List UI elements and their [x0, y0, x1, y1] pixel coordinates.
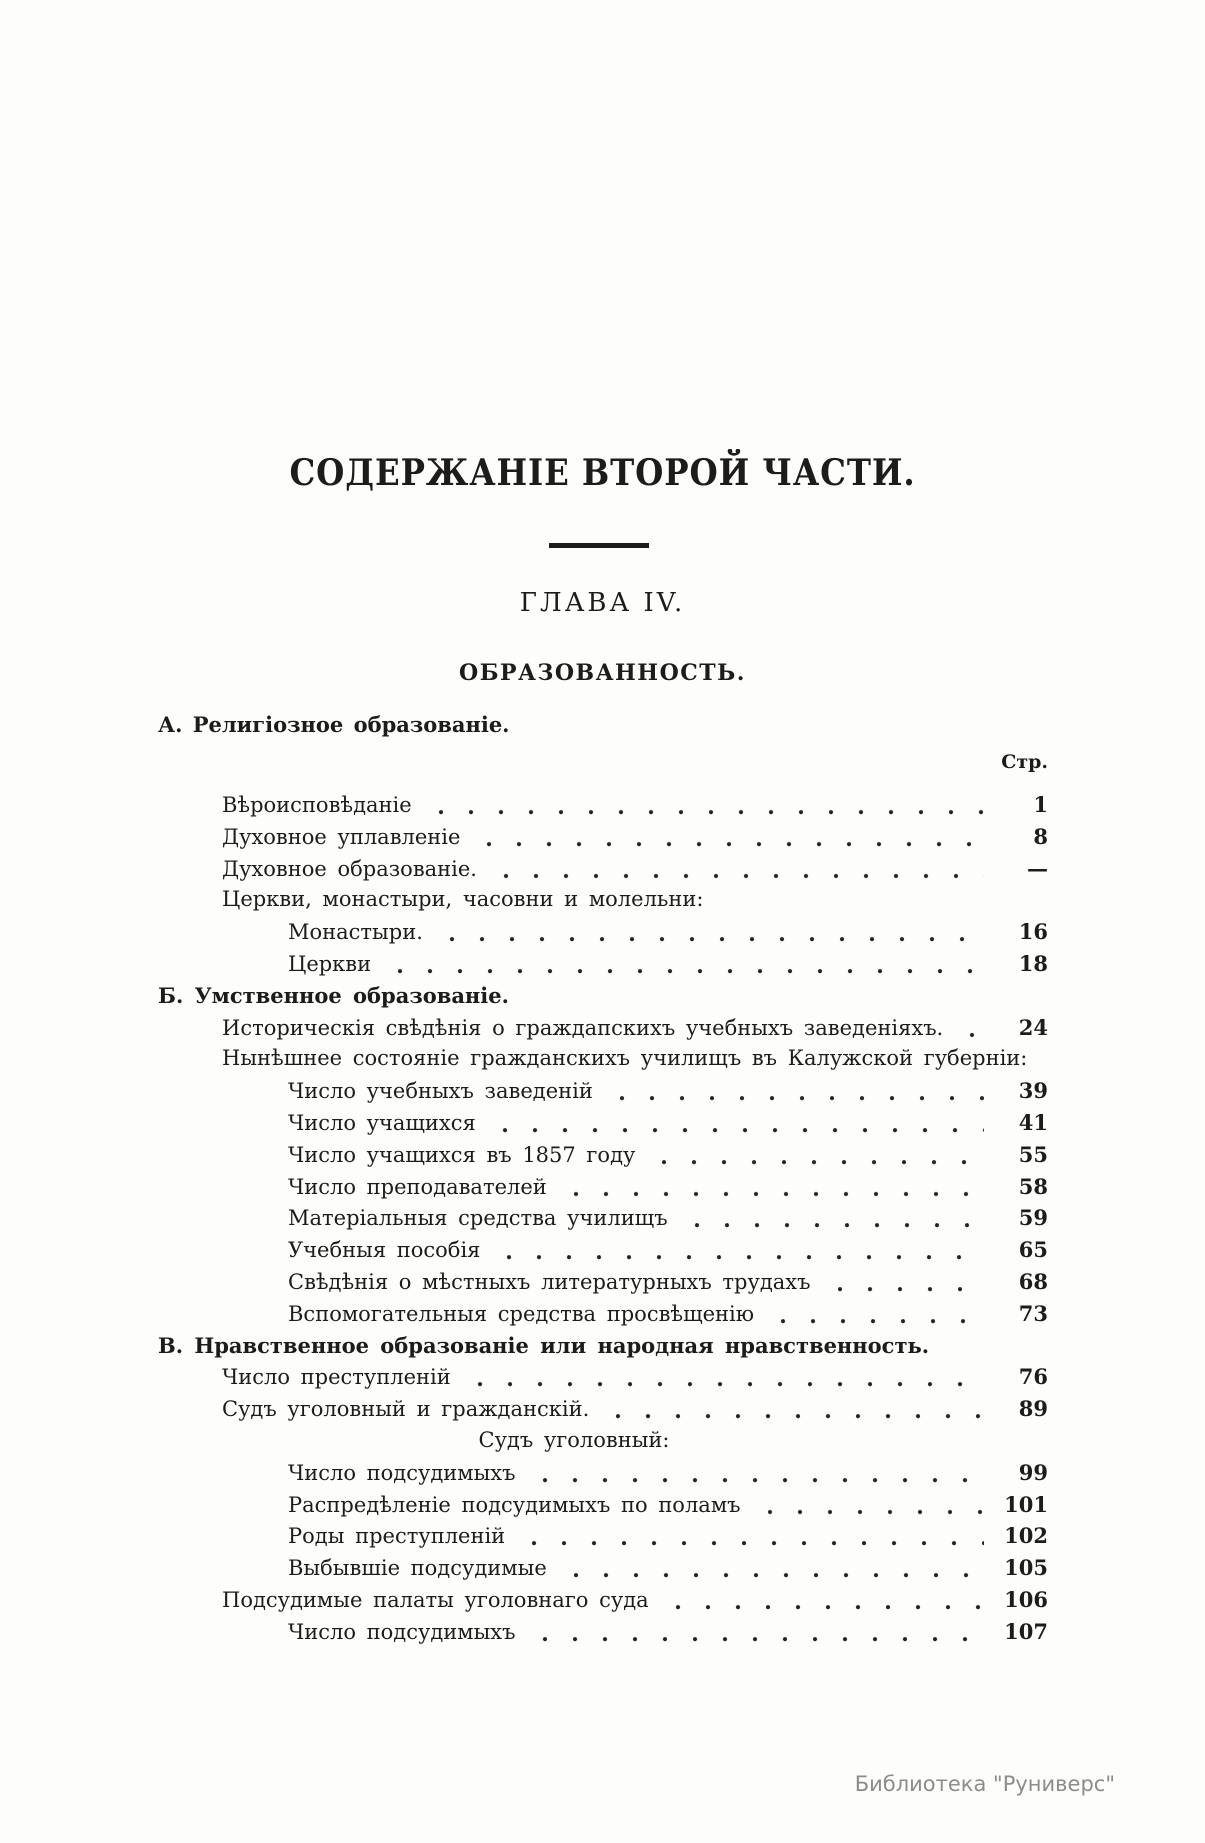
toc-leader-dots	[465, 1361, 984, 1393]
toc-page-number: 99	[1018, 1459, 1048, 1485]
toc-leader-dots	[607, 1075, 984, 1107]
toc-row	[158, 980, 1048, 1012]
toc-row	[158, 1393, 1048, 1425]
toc-row	[158, 1234, 1048, 1266]
toc-page-number: 58	[1018, 1173, 1048, 1199]
toc-row	[158, 1171, 1048, 1203]
toc-row-label: Духовное образованіе.	[222, 856, 477, 881]
toc-leader-dots	[825, 1266, 985, 1298]
toc-row-label: Духовное уплавленіе	[222, 824, 461, 849]
toc-row	[158, 1552, 1048, 1584]
toc-page-number: 76	[1018, 1364, 1048, 1390]
toc-leader-dots	[437, 916, 984, 948]
toc-page-number: 65	[1018, 1237, 1048, 1263]
toc-page-number: 105	[1004, 1555, 1048, 1581]
toc-row	[158, 821, 1048, 853]
toc-leader-dots	[530, 1616, 984, 1648]
toc-row-label: Вѣроисповѣданіе	[222, 793, 412, 817]
toc-row-label: Число учебныхъ заведеній	[288, 1079, 593, 1104]
toc-row-label: Монастыри.	[288, 920, 423, 945]
toc-page-number: 102	[1004, 1523, 1048, 1549]
toc-page-number: 73	[1018, 1300, 1048, 1326]
toc-page-number: 39	[1018, 1078, 1048, 1104]
toc-row-label: Б. Умственное образованіе.	[158, 982, 509, 1008]
toc-row-label: Число учащихся въ 1857 году	[288, 1142, 636, 1167]
toc-leader-dots	[663, 1584, 984, 1616]
toc-row	[158, 789, 1048, 821]
toc-row-label: Судъ уголовный:	[478, 1427, 670, 1452]
toc-page-number: 55	[1018, 1141, 1048, 1167]
toc-page-number: 18	[1018, 950, 1048, 976]
toc-leader-dots	[957, 1012, 984, 1044]
section-heading: ОБРАЗОВАННОСТЬ.	[459, 660, 746, 686]
toc-row-label: Историческія свѣдѣнія о граждапскихъ учебныхъ заведеніяхъ.	[222, 1015, 944, 1040]
toc-leader-dots	[474, 821, 984, 853]
toc-page-number: 41	[1018, 1109, 1048, 1135]
page-title: СОДЕРЖАНІЕ ВТОРОЙ ЧАСТИ.	[289, 452, 916, 494]
toc-row-label: Выбывшіе подсудимые	[288, 1556, 547, 1581]
toc-leader-dots	[519, 1520, 984, 1552]
toc-row	[158, 1489, 1048, 1521]
toc-row	[158, 884, 1048, 916]
toc-leader-dots	[385, 948, 984, 980]
toc-row-label: Подсудимые палаты уголовнаго суда	[222, 1587, 649, 1612]
toc-page-number: 89	[1018, 1396, 1048, 1422]
toc-leader-dots	[494, 1234, 984, 1266]
toc-row	[158, 1202, 1048, 1234]
toc-page-number: 101	[1004, 1491, 1048, 1517]
toc-row-label: Судъ уголовный и гражданскій.	[222, 1397, 590, 1422]
toc-page-number: 8	[1033, 823, 1048, 849]
toc-row	[158, 1457, 1048, 1489]
toc-row	[158, 1075, 1048, 1107]
toc-page-number: —	[1027, 855, 1048, 881]
toc-page-number: 16	[1018, 919, 1048, 945]
toc-leader-dots	[649, 1139, 984, 1171]
toc-row	[158, 1139, 1048, 1171]
page-column-header: Стр.	[1001, 751, 1048, 773]
toc-row	[158, 1043, 1048, 1075]
toc-page-number: 1	[1033, 792, 1048, 817]
toc-row	[158, 1361, 1048, 1393]
toc-row	[158, 1330, 1048, 1362]
toc-row	[158, 1012, 1048, 1044]
toc-row	[158, 1520, 1048, 1552]
toc-row	[158, 1107, 1048, 1139]
toc-row-label: Нынѣшнее состояніе гражданскихъ училищъ въ Калужской губерніи:	[222, 1046, 1028, 1071]
toc-row-label: Число преподавателей	[288, 1174, 547, 1199]
subsection-a-heading: А. Религіозное образованіе.	[158, 712, 510, 737]
toc-leader-dots	[426, 789, 984, 821]
toc-row-label: Церкви	[288, 951, 372, 976]
toc-row-label: Роды преступленій	[288, 1524, 506, 1549]
chapter-heading: ГЛАВА IV.	[519, 588, 686, 618]
toc-page-number: 68	[1018, 1268, 1048, 1294]
toc-rows	[158, 789, 1048, 1648]
toc-row-label: Число подсудимыхъ	[288, 1460, 516, 1485]
toc-row	[158, 1425, 1048, 1457]
toc-row	[158, 948, 1048, 980]
toc-row-label: В. Нравственное образованіе или народная нравственность.	[158, 1332, 930, 1358]
toc-row	[158, 916, 1048, 948]
toc-page-number: 107	[1004, 1618, 1048, 1644]
toc-row-label: Число подсудимыхъ	[288, 1619, 516, 1644]
toc-page-number: 24	[1018, 1014, 1048, 1040]
toc-leader-dots	[491, 853, 984, 885]
toc-leader-dots	[603, 1393, 984, 1425]
toc-leader-dots	[682, 1202, 984, 1234]
toc-row	[158, 1584, 1048, 1616]
watermark: Библиотека "Руниверс"	[854, 1772, 1115, 1796]
toc-row	[158, 1266, 1048, 1298]
toc-row	[158, 853, 1048, 885]
toc-page-number: 106	[1004, 1586, 1048, 1612]
toc-leader-dots	[561, 1552, 984, 1584]
toc-page-number: 59	[1018, 1205, 1048, 1231]
toc-row	[158, 1298, 1048, 1330]
toc-leader-dots	[530, 1457, 984, 1489]
toc-row-label: Число учащихся	[288, 1110, 476, 1135]
toc-row-label: Число преступленій	[222, 1365, 451, 1390]
toc-leader-dots	[561, 1171, 984, 1203]
toc-row-label: Вспомогательныя средства просвѣщенію	[288, 1301, 755, 1326]
toc-row-label: Матеріальныя средства училищъ	[288, 1206, 668, 1231]
toc-row	[158, 1616, 1048, 1648]
toc-row-label: Свѣдѣнія о мѣстныхъ литературныхъ трудахъ	[288, 1269, 811, 1294]
toc-leader-dots	[490, 1107, 984, 1139]
toc-row-label: Учебныя пособія	[288, 1238, 481, 1263]
toc-row-label: Распредѣленіе подсудимыхъ по поламъ	[288, 1492, 741, 1517]
divider-rule	[549, 543, 649, 548]
toc-leader-dots	[768, 1298, 984, 1330]
toc-leader-dots	[755, 1489, 984, 1521]
toc-row-label: Церкви, монастыри, часовни и молельни:	[222, 887, 704, 912]
